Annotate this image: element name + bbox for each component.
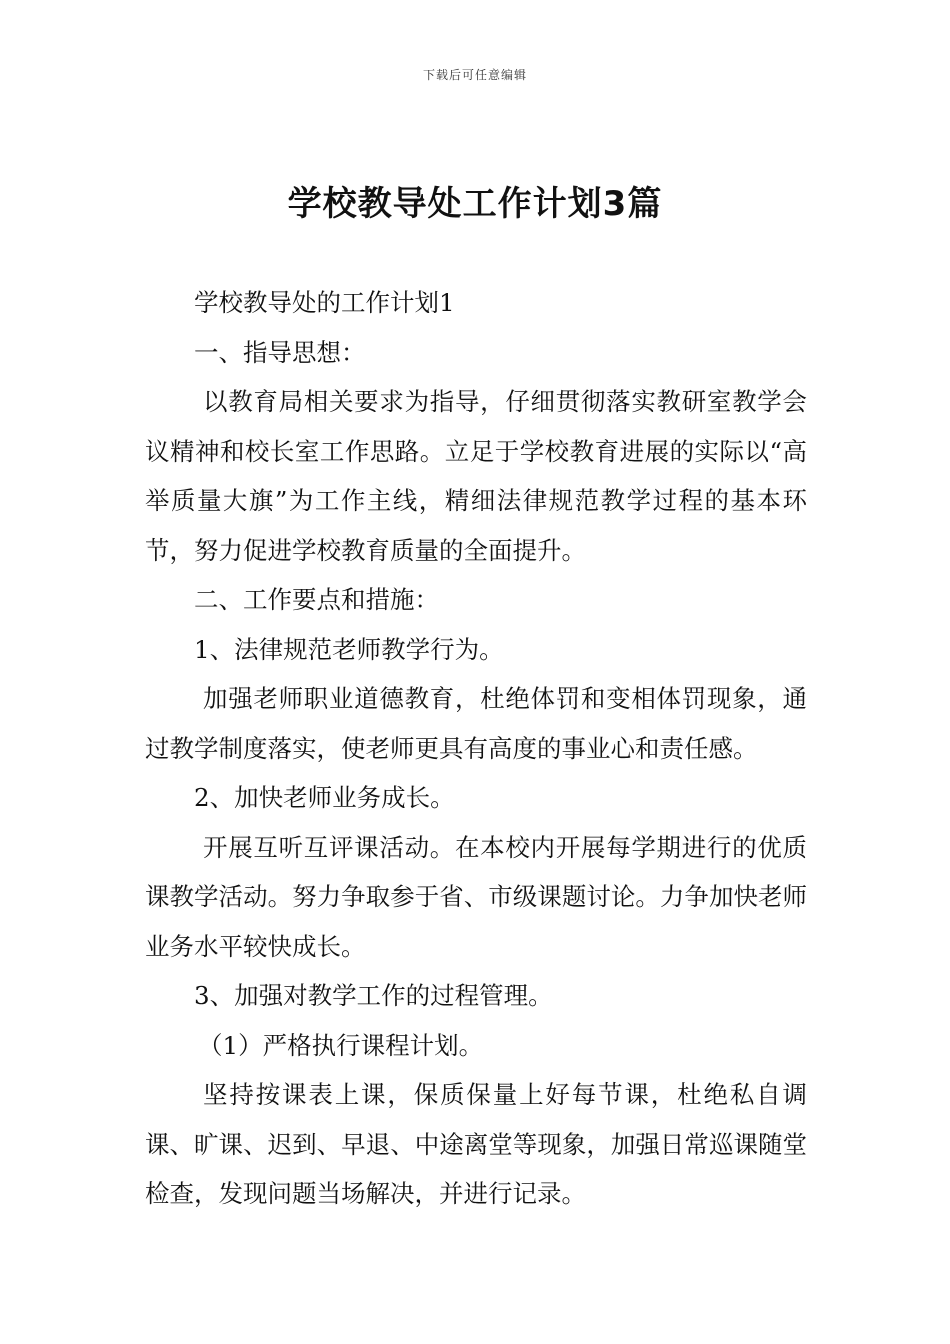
- header-note: 下载后可任意编辑: [422, 68, 527, 82]
- heading-work-points: 二、工作要点和措施：: [194, 585, 439, 614]
- paragraph-teacher-growth: 开展互听互评课活动。在本校内开展每学期进行的优质课教学活动。努力争取参于省、市级课题讨论。力争加快老师业务水平较快成长。: [145, 832, 807, 961]
- paragraph-guiding-ideology: 以教育局相关要求为指导，仔细贯彻落实教研室教学会议精神和校长室工作思路。立足于学校教育进展的实际以“高举质量大旗”为工作主线，精细法律规范教学过程的基本环节，努力促进学校教育质量的全面提升。: [145, 387, 807, 565]
- section-heading-plan-1: 学校教导处的工作计划1: [194, 288, 455, 317]
- paragraph-course-plan: 坚持按课表上课，保质保量上好每节课，杜绝私自调课、旷课、迟到、早退、中途离堂等现象，加强日常巡课随堂检查，发现问题当场解决，并进行记录。: [145, 1080, 807, 1208]
- document-title: 学校教导处工作计划3篇: [287, 184, 663, 224]
- paragraph-teacher-conduct: 加强老师职业道德教育，杜绝体罚和变相体罚现象，通过教学制度落实，使老师更具有高度的事业心和责任感。: [145, 684, 807, 763]
- item-course-plan: （1）严格执行课程计划。: [198, 1030, 484, 1060]
- heading-guiding-ideology: 一、指导思想：: [194, 337, 366, 367]
- subheading-teacher-growth: 2、加快老师业务成长。: [194, 783, 455, 812]
- document-body: [145, 278, 807, 1219]
- subheading-process-management: 3、加强对教学工作的过程管理。: [194, 981, 553, 1010]
- subheading-teacher-conduct: 1、法律规范老师教学行为。: [194, 634, 504, 664]
